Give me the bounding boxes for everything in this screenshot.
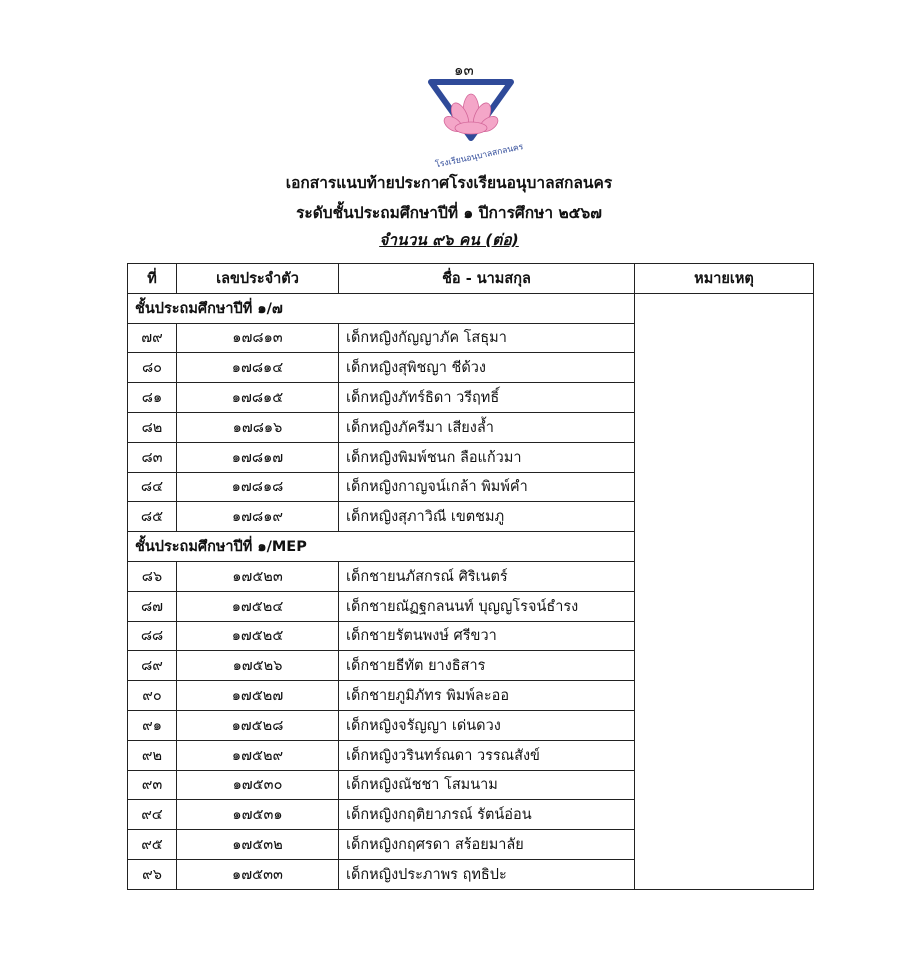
header-note: หมายเหตุ xyxy=(635,264,814,294)
row-number: ๘๐ xyxy=(128,353,177,383)
student-id: ๑๗๕๒๙ xyxy=(177,740,339,770)
heading-line-2: ระดับชั้นประถมศึกษาปีที่ ๑ ปีการศึกษา ๒๕๖๗ xyxy=(296,204,602,222)
heading-line-1: เอกสารแนบท้ายประกาศโรงเรียนอนุบาลสกลนคร xyxy=(285,174,613,192)
student-name: เด็กหญิงวรินทร์ณดา วรรณสังข์ xyxy=(339,740,635,770)
row-number: ๘๘ xyxy=(128,621,177,651)
student-id: ๑๗๕๒๘ xyxy=(177,710,339,740)
row-number: ๘๒ xyxy=(128,412,177,442)
student-id: ๑๗๕๒๗ xyxy=(177,681,339,711)
student-name: เด็กหญิงสุภาวิณี เขตชมภู xyxy=(339,502,635,532)
section-title: ชั้นประถมศึกษาปีที่ ๑/๗ xyxy=(128,293,635,323)
row-number: ๘๕ xyxy=(128,502,177,532)
student-name: เด็กหญิงภัทร์ธิดา วรีฤทธิ์ xyxy=(339,383,635,413)
student-id: ๑๗๘๑๙ xyxy=(177,502,339,532)
student-name: เด็กชายนภัสกรณ์ ศิริเนตร์ xyxy=(339,561,635,591)
row-number: ๘๙ xyxy=(128,651,177,681)
student-name: เด็กหญิงสุพิชญา ชีด้วง xyxy=(339,353,635,383)
note-cell xyxy=(635,293,814,889)
table-header-row xyxy=(128,264,814,294)
student-name: เด็กชายณัฏฐกลนนท์ บุญญโรจน์ธำรง xyxy=(339,591,635,621)
student-name: เด็กหญิงพิมพ์ชนก ลือแก้วมา xyxy=(339,442,635,472)
header-id: เลขประจำตัว xyxy=(177,264,339,294)
section-title: ชั้นประถมศึกษาปีที่ ๑/MEP xyxy=(128,532,635,562)
student-id: ๑๗๕๓๑ xyxy=(177,800,339,830)
student-id: ๑๗๕๓๐ xyxy=(177,770,339,800)
row-number: ๙๒ xyxy=(128,740,177,770)
student-id: ๑๗๕๓๓ xyxy=(177,859,339,889)
school-logo xyxy=(428,76,525,171)
student-name: เด็กหญิงณัชชา โสมนาม xyxy=(339,770,635,800)
row-number: ๘๗ xyxy=(128,591,177,621)
row-number: ๙๓ xyxy=(128,770,177,800)
row-number: ๘๔ xyxy=(128,472,177,502)
student-name: เด็กหญิงกัญญาภัค โสธุมา xyxy=(339,323,635,353)
row-number: ๙๕ xyxy=(128,830,177,860)
student-id: ๑๗๕๒๓ xyxy=(177,561,339,591)
student-name: เด็กหญิงประภาพร ฤทธิปะ xyxy=(339,859,635,889)
student-id: ๑๗๘๑๔ xyxy=(177,353,339,383)
student-name: เด็กชายภูมิภัทร พิมพ์ละออ xyxy=(339,681,635,711)
row-number: ๘๓ xyxy=(128,442,177,472)
row-number: ๙๐ xyxy=(128,681,177,711)
student-id: ๑๗๕๒๕ xyxy=(177,621,339,651)
row-number: ๙๖ xyxy=(128,859,177,889)
header-name: ชื่อ - นามสกุล xyxy=(339,264,635,294)
row-number: ๘๖ xyxy=(128,561,177,591)
student-name: เด็กหญิงกาญจน์เกล้า พิมพ์คำ xyxy=(339,472,635,502)
page-number: ๑๓ xyxy=(454,61,474,79)
student-id: ๑๗๘๑๕ xyxy=(177,383,339,413)
student-id: ๑๗๕๓๒ xyxy=(177,830,339,860)
section-row xyxy=(128,293,814,323)
student-id: ๑๗๘๑๗ xyxy=(177,442,339,472)
student-name: เด็กหญิงกฤศรดา สร้อยมาลัย xyxy=(339,830,635,860)
student-table xyxy=(127,263,814,890)
student-name: เด็กหญิงกฤติยาภรณ์ รัตน์อ่อน xyxy=(339,800,635,830)
student-name: เด็กชายธีทัต ยางธิสาร xyxy=(339,651,635,681)
student-name: เด็กหญิงจรัญญา เด่นดวง xyxy=(339,710,635,740)
row-number: ๘๑ xyxy=(128,383,177,413)
student-id: ๑๗๘๑๓ xyxy=(177,323,339,353)
heading-line-3: จำนวน ๙๖ คน (ต่อ) xyxy=(379,231,519,249)
table-body xyxy=(128,293,814,889)
student-id: ๑๗๘๑๖ xyxy=(177,412,339,442)
student-id: ๑๗๘๑๘ xyxy=(177,472,339,502)
student-id: ๑๗๕๒๔ xyxy=(177,591,339,621)
student-id: ๑๗๕๒๖ xyxy=(177,651,339,681)
row-number: ๙๔ xyxy=(128,800,177,830)
student-name: เด็กหญิงภัครีมา เสียงล้ำ xyxy=(339,412,635,442)
row-number: ๗๙ xyxy=(128,323,177,353)
student-name: เด็กชายรัตนพงษ์ ศรีขวา xyxy=(339,621,635,651)
row-number: ๙๑ xyxy=(128,710,177,740)
header-no: ที่ xyxy=(128,264,177,294)
svg-text:โรงเรียนอนุบาลสกลนคร: โรงเรียนอนุบาลสกลนคร xyxy=(434,142,525,171)
